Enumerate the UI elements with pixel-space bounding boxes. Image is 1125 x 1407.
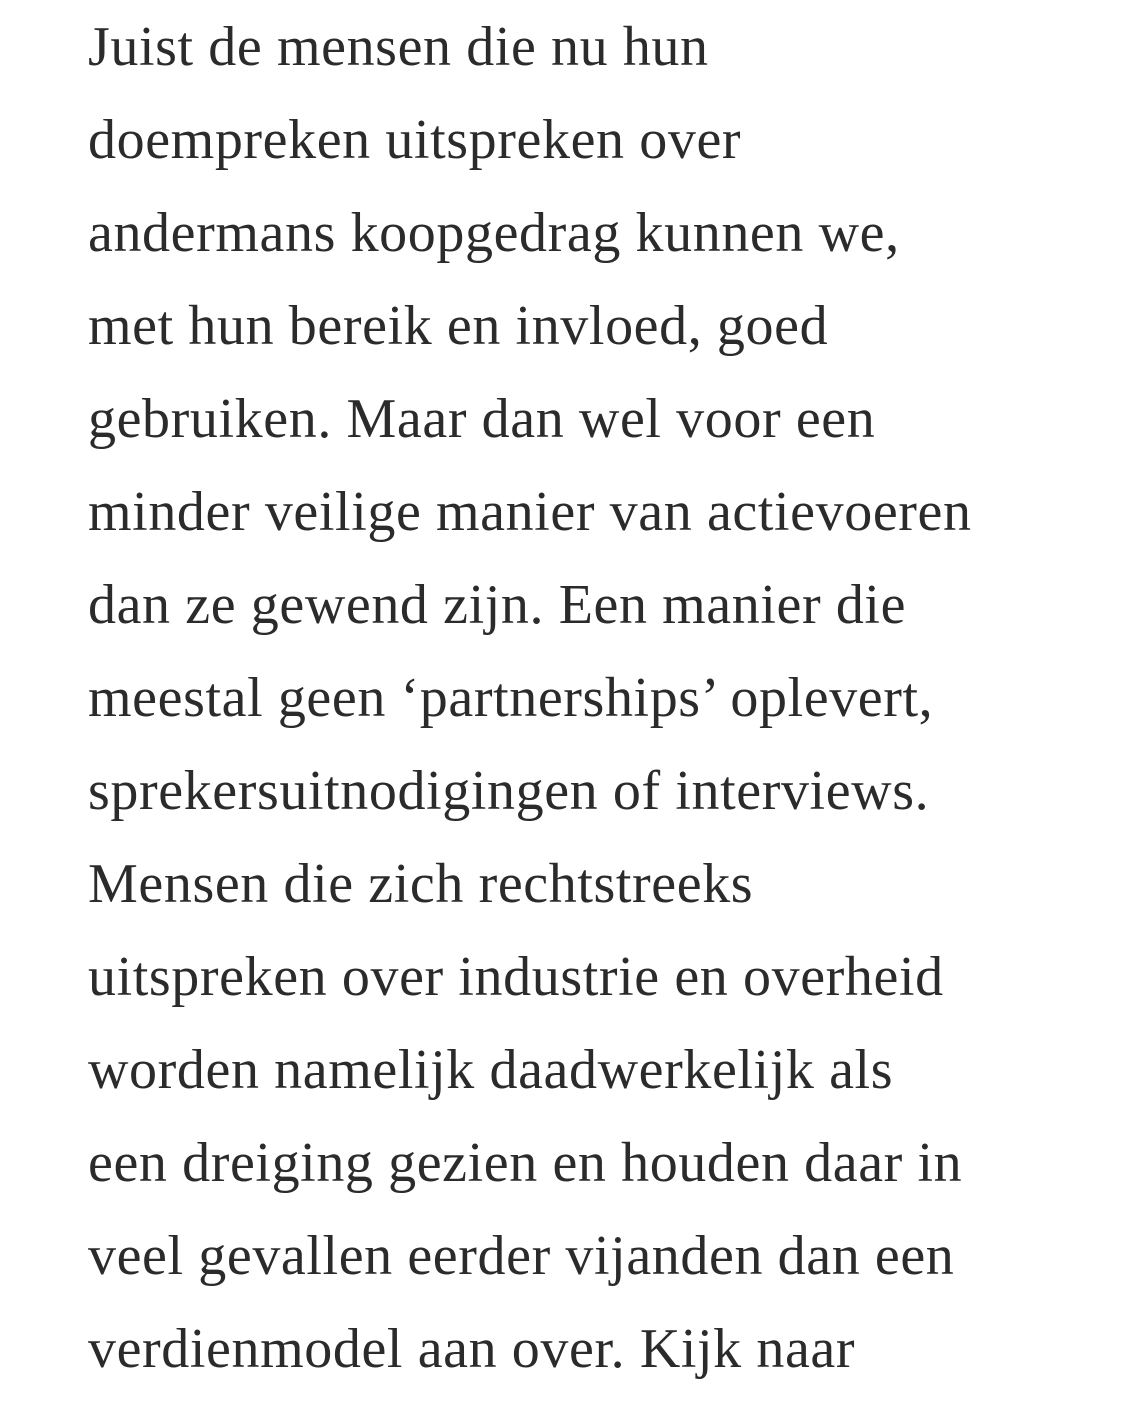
text-line: andermans koopgedrag kunnen we, [88, 202, 900, 264]
text-line: uitspreken over industrie en overheid [88, 946, 944, 1008]
text-line: met hun bereik en invloed, goed [88, 295, 829, 357]
text-line: doempreken uitspreken over [88, 109, 742, 171]
text-line: Juist de mensen die nu hun [88, 16, 709, 78]
text-line: veel gevallen eerder vijanden dan een [88, 1225, 955, 1287]
text-line: meestal geen ‘partnerships’ oplevert, [88, 667, 934, 729]
text-line: verdienmodel aan over. Kijk naar [88, 1318, 856, 1380]
text-line: gebruiken. Maar dan wel voor een [88, 388, 876, 450]
text-line: minder veilige manier van actievoeren [88, 481, 972, 543]
text-line: een dreiging gezien en houden daar in [88, 1132, 963, 1194]
text-line: sprekersuitnodigingen of interviews. [88, 760, 930, 822]
text-line: dan ze gewend zijn. Een manier die [88, 574, 907, 636]
text-line: Mensen die zich rechtstreeks [88, 853, 754, 915]
text-line: worden namelijk daadwerkelijk als [88, 1039, 894, 1101]
